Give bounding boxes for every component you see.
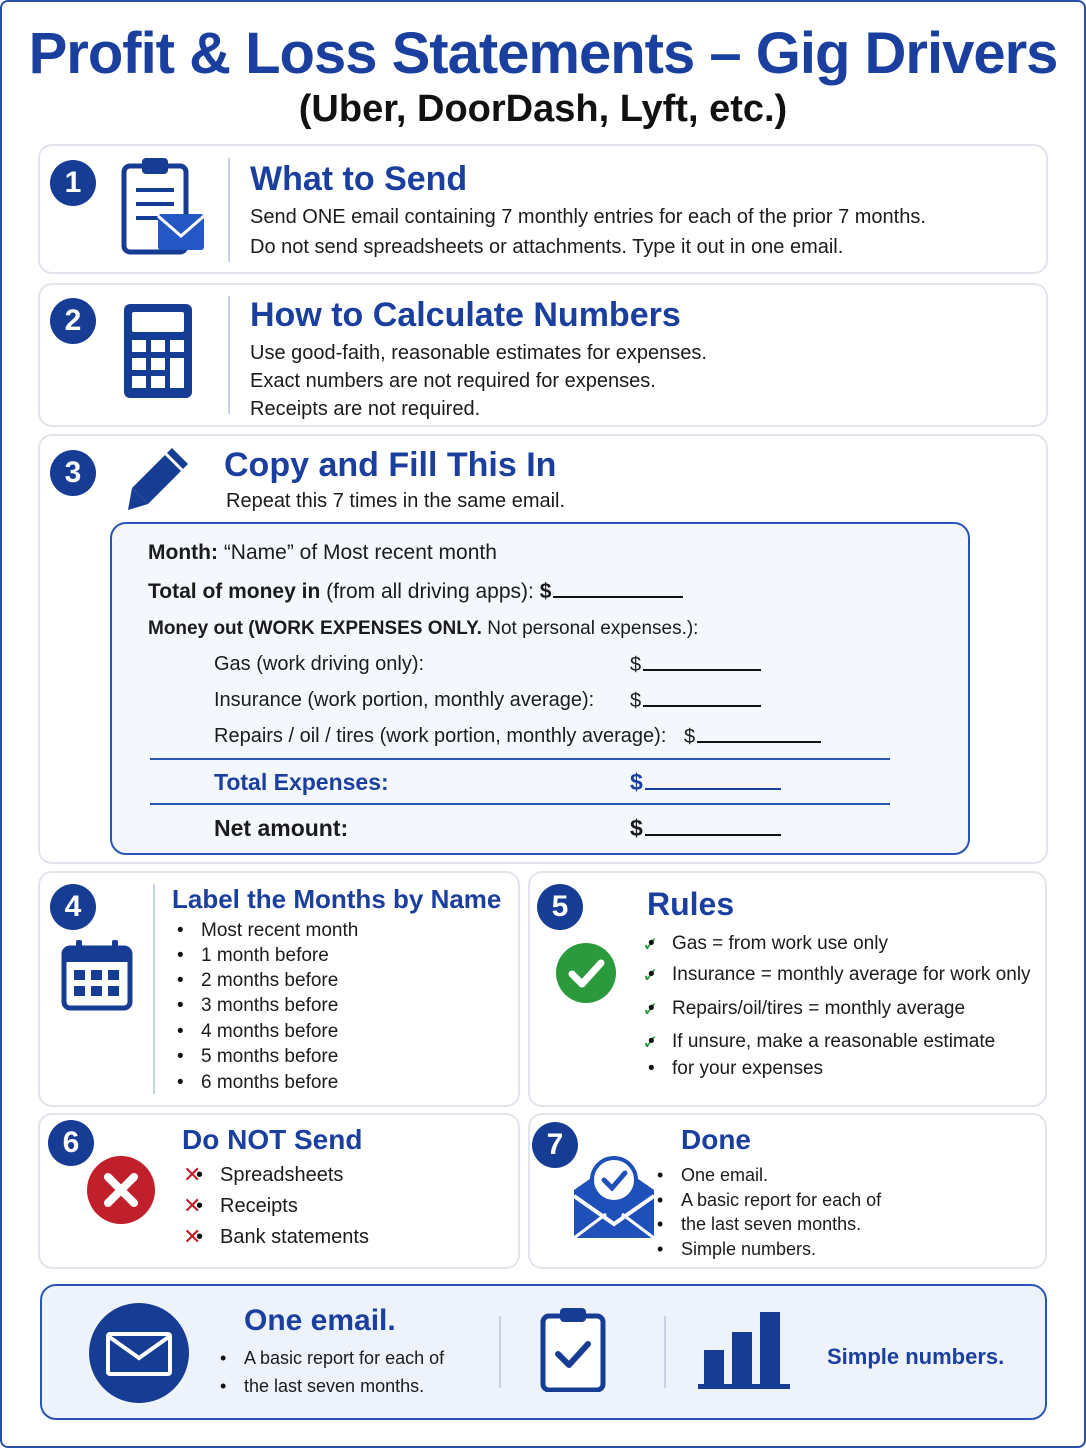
section1-line-1: Send ONE email containing 7 monthly entries for each of the prior 7 months. <box>250 206 926 228</box>
month-item: • Most recent month <box>201 920 358 942</box>
form-money-out-row <box>148 618 698 640</box>
form-money-in-detail: (from all driving apps): <box>326 580 534 603</box>
section7-line-4: • Simple numbers. <box>681 1239 816 1260</box>
footer-line-2: • the last seven months. <box>244 1376 424 1397</box>
form-insurance-amount <box>630 689 761 713</box>
section2-line-3: Receipts are not required. <box>250 398 481 420</box>
section1-divider <box>228 158 230 262</box>
section2-line-1: Use good-faith, reasonable estimates for expenses. <box>250 342 707 364</box>
month-item: • 4 months before <box>201 1021 338 1043</box>
form-gas-blank <box>643 653 761 671</box>
form-net-dollar: $ <box>630 815 643 841</box>
footer-divider-2 <box>664 1316 666 1388</box>
x-mark-icon: ✕ <box>183 1163 202 1188</box>
form-insurance-dollar: $ <box>630 690 642 712</box>
section4-divider <box>153 884 155 1094</box>
form-money-in-blank <box>553 580 683 598</box>
rule-item: • Gas = from work use only <box>672 933 888 955</box>
form-rule-top <box>150 758 890 760</box>
form-month-value: “Name” of Most recent month <box>223 541 497 564</box>
month-item: • 3 months before <box>201 995 338 1017</box>
form-net-blank <box>645 818 781 836</box>
form-gas-amount <box>630 653 761 677</box>
section2-divider <box>228 296 230 414</box>
form-month-row <box>148 541 497 565</box>
clipboard-check-icon <box>540 1306 606 1392</box>
do-not-send-item: • Spreadsheets <box>220 1164 343 1187</box>
month-item: • 2 months before <box>201 970 338 992</box>
footer-line-1: • A basic report for each of <box>244 1348 444 1369</box>
form-insurance-blank <box>643 689 761 707</box>
form-gas-label: Gas (work driving only): <box>214 653 425 675</box>
clipboard-email-icon <box>118 156 208 256</box>
section2-line-2: Exact numbers are not required for expenses. <box>250 370 656 392</box>
step-number-6: 6 <box>48 1120 94 1166</box>
checkmark-icon: ✓ <box>642 997 659 1021</box>
x-mark-icon: ✕ <box>183 1194 202 1219</box>
form-repairs-amount <box>684 725 821 749</box>
section5-heading: Rules <box>647 886 735 922</box>
step-number-1: 1 <box>50 160 96 206</box>
form-insurance-label: Insurance (work portion, monthly average): <box>214 689 595 711</box>
x-mark-icon: ✕ <box>183 1225 202 1250</box>
rule-item-continued: • for your expenses <box>672 1058 823 1080</box>
rule-item: • Insurance = monthly average for work only <box>672 964 1031 986</box>
section2-heading: How to Calculate Numbers <box>250 296 681 334</box>
section7-heading: Done <box>681 1124 751 1155</box>
check-circle-icon <box>555 942 617 1004</box>
form-money-out-label: Money out (WORK EXPENSES ONLY. <box>148 618 482 639</box>
step-number-2: 2 <box>50 298 96 344</box>
step-number-5: 5 <box>537 884 583 930</box>
form-money-in-dollar: $ <box>539 580 552 603</box>
form-gas-dollar: $ <box>630 654 642 676</box>
rule-item: • Repairs/oil/tires = monthly average <box>672 998 965 1020</box>
do-not-send-item: • Bank statements <box>220 1226 369 1249</box>
form-net-amount <box>630 815 781 842</box>
form-net-label: Net amount: <box>214 815 349 841</box>
month-item: • 6 months before <box>201 1072 338 1094</box>
form-total-expenses-label: Total Expenses: <box>214 769 389 795</box>
section1-heading: What to Send <box>250 160 468 198</box>
section7-line-2: • A basic report for each of <box>681 1190 881 1211</box>
form-rule-bottom <box>150 803 890 805</box>
form-month-label: Month: <box>148 541 218 564</box>
x-circle-icon <box>86 1155 156 1225</box>
step-number-3: 3 <box>50 450 96 496</box>
step-number-4: 4 <box>50 884 96 930</box>
envelope-check-icon <box>570 1152 658 1240</box>
rule-item: • If unsure, make a reasonable estimate <box>672 1031 995 1053</box>
section6-heading: Do NOT Send <box>182 1124 363 1155</box>
form-money-out-detail: Not personal expenses.): <box>487 618 699 639</box>
form-money-in-row <box>148 580 683 604</box>
checkmark-icon: ✓ <box>642 963 659 987</box>
form-money-in-label: Total of money in <box>148 580 321 603</box>
checkmark-icon: ✓ <box>642 932 659 956</box>
month-item: • 5 months before <box>201 1046 338 1068</box>
form-total-expenses-amount <box>630 769 781 796</box>
form-repairs-blank <box>697 725 821 743</box>
section7-line-1: • One email. <box>681 1165 768 1186</box>
email-icon <box>88 1302 190 1404</box>
form-repairs-label: Repairs / oil / tires (work portion, monthly average): <box>214 725 667 747</box>
section3-heading: Copy and Fill This In <box>224 446 557 484</box>
section4-heading: Label the Months by Name <box>172 884 502 914</box>
section7-line-3: • the last seven months. <box>681 1214 861 1235</box>
do-not-send-item: • Receipts <box>220 1195 298 1218</box>
checkmark-icon: ✓ <box>642 1030 659 1054</box>
footer-heading: One email. <box>244 1304 396 1337</box>
form-repairs-dollar: $ <box>684 726 696 748</box>
footer-divider-1 <box>499 1316 501 1388</box>
page-subtitle: (Uber, DoorDash, Lyft, etc.) <box>298 88 788 130</box>
form-total-blank <box>645 772 781 790</box>
section3-subheading: Repeat this 7 times in the same email. <box>226 490 566 512</box>
footer-right-text: Simple numbers. <box>827 1344 1005 1369</box>
bar-chart-icon <box>696 1310 792 1392</box>
month-item: • 1 month before <box>201 945 329 967</box>
page-title: Profit & Loss Statements – Gig Drivers <box>28 21 1058 86</box>
step-number-7: 7 <box>532 1122 578 1168</box>
calendar-icon <box>60 940 134 1012</box>
section1-line-2: Do not send spreadsheets or attachments. Type it out in one email. <box>250 236 844 258</box>
calculator-icon <box>122 302 194 400</box>
pencil-icon <box>126 446 192 514</box>
form-total-dollar: $ <box>630 769 643 795</box>
